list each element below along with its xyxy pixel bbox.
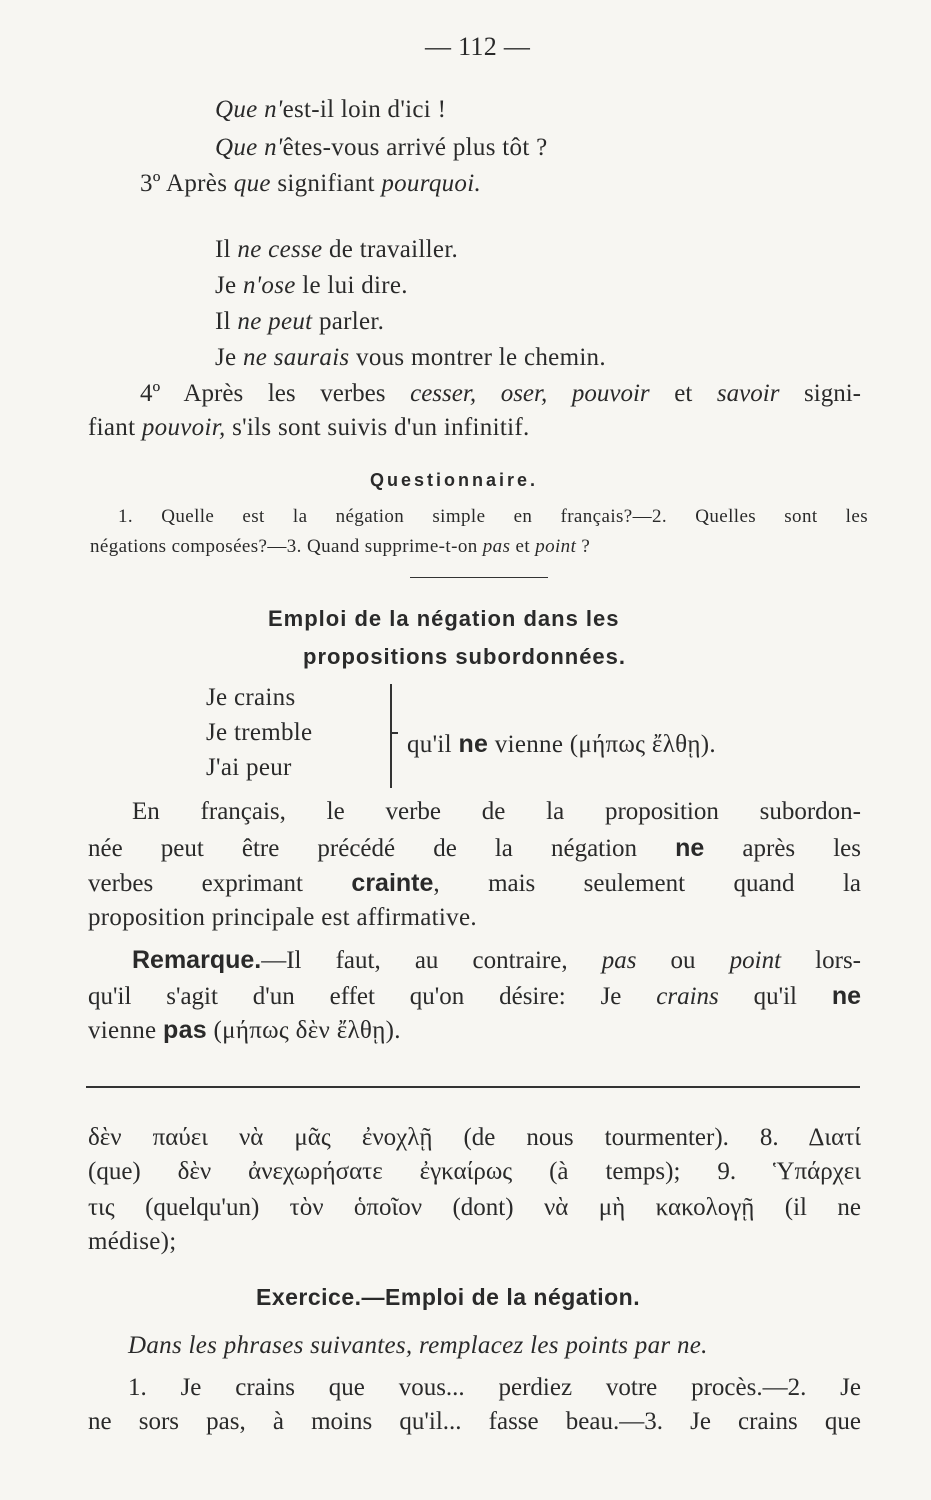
page-number: — 112 —	[425, 32, 531, 61]
brace	[384, 684, 392, 788]
example-line: Je n'ose le lui dire.	[215, 272, 408, 299]
example-line: Il ne cesse de travailler.	[215, 236, 459, 263]
footnote-line: δὲν παύει νὰ μᾶς ἐνοχλῇ (de nous tourmenter). 8. Διατί	[88, 1124, 861, 1151]
brace-line: Je tremble	[206, 719, 313, 746]
paragraph-line: En français, le verbe de la proposition subordon-	[132, 798, 861, 825]
footnote-line: (que) δὲν ἀνεχωρήσατε ἐγκαίρως (à temps); 9. Ὑπάρχει	[88, 1158, 861, 1185]
paragraph-line: née peut être précédé de la négation ne après les	[88, 834, 861, 862]
remark-line: Remarque.—Il faut, au contraire, pas ou point lors-	[132, 946, 862, 974]
footnote-line: médise);	[88, 1228, 177, 1255]
example-line: Il ne peut parler.	[215, 308, 385, 335]
example-line: Que n'est-il loin d'ici !	[215, 96, 447, 123]
footnote-divider	[86, 1086, 860, 1088]
example-line: Que n'êtes-vous arrivé plus tôt ?	[215, 134, 548, 161]
exercise-line: 1. Je crains que vous... perdiez votre procès.—2. Je	[128, 1374, 861, 1401]
exercise-line: ne sors pas, à moins qu'il... fasse beau.—3. Je crains que	[88, 1408, 861, 1435]
paragraph-line: proposition principale est affirmative.	[88, 904, 477, 931]
brace-result: qu'il ne vienne (μήπως ἔλθῃ).	[407, 730, 716, 758]
questionnaire-title: Questionnaire.	[370, 470, 539, 490]
section-title: Emploi de la négation dans les	[268, 606, 620, 631]
footnote-line: τις (quelqu'un) τὸν ὁποῖον (dont) νὰ μὴ κακολογῇ (il ne	[88, 1194, 861, 1221]
questionnaire-line: négations composées?—3. Quand supprime-t-on pas et point ?	[90, 536, 591, 557]
paragraph-line: verbes exprimant crainte, mais seulement quand la	[88, 869, 861, 897]
brace-line: Je crains	[206, 684, 296, 711]
divider	[410, 577, 548, 578]
rule-3: 3º Après que signifiant pourquoi.	[140, 170, 482, 197]
rule-4-line2: fiant pouvoir, s'ils sont suivis d'un infinitif.	[88, 414, 530, 441]
example-line: Je ne saurais vous montrer le chemin.	[215, 344, 606, 371]
brace-line: J'ai peur	[206, 754, 292, 781]
remark-line: vienne pas (μήπως δὲν ἔλθῃ).	[88, 1016, 401, 1044]
remark-line: qu'il s'agit d'un effet qu'on désire: Je crains qu'il ne	[88, 982, 861, 1010]
exercise-title: Exercice.—Emploi de la négation.	[256, 1284, 641, 1310]
rule-4-line1: 4º Après les verbes cesser, oser, pouvoir et savoir signi-	[140, 380, 861, 407]
questionnaire-line: 1. Quelle est la négation simple en français?—2. Quelles sont les	[118, 506, 868, 527]
section-title: propositions subordonnées.	[303, 644, 627, 669]
exercise-instruction: Dans les phrases suivantes, remplacez les points par ne.	[128, 1332, 708, 1359]
